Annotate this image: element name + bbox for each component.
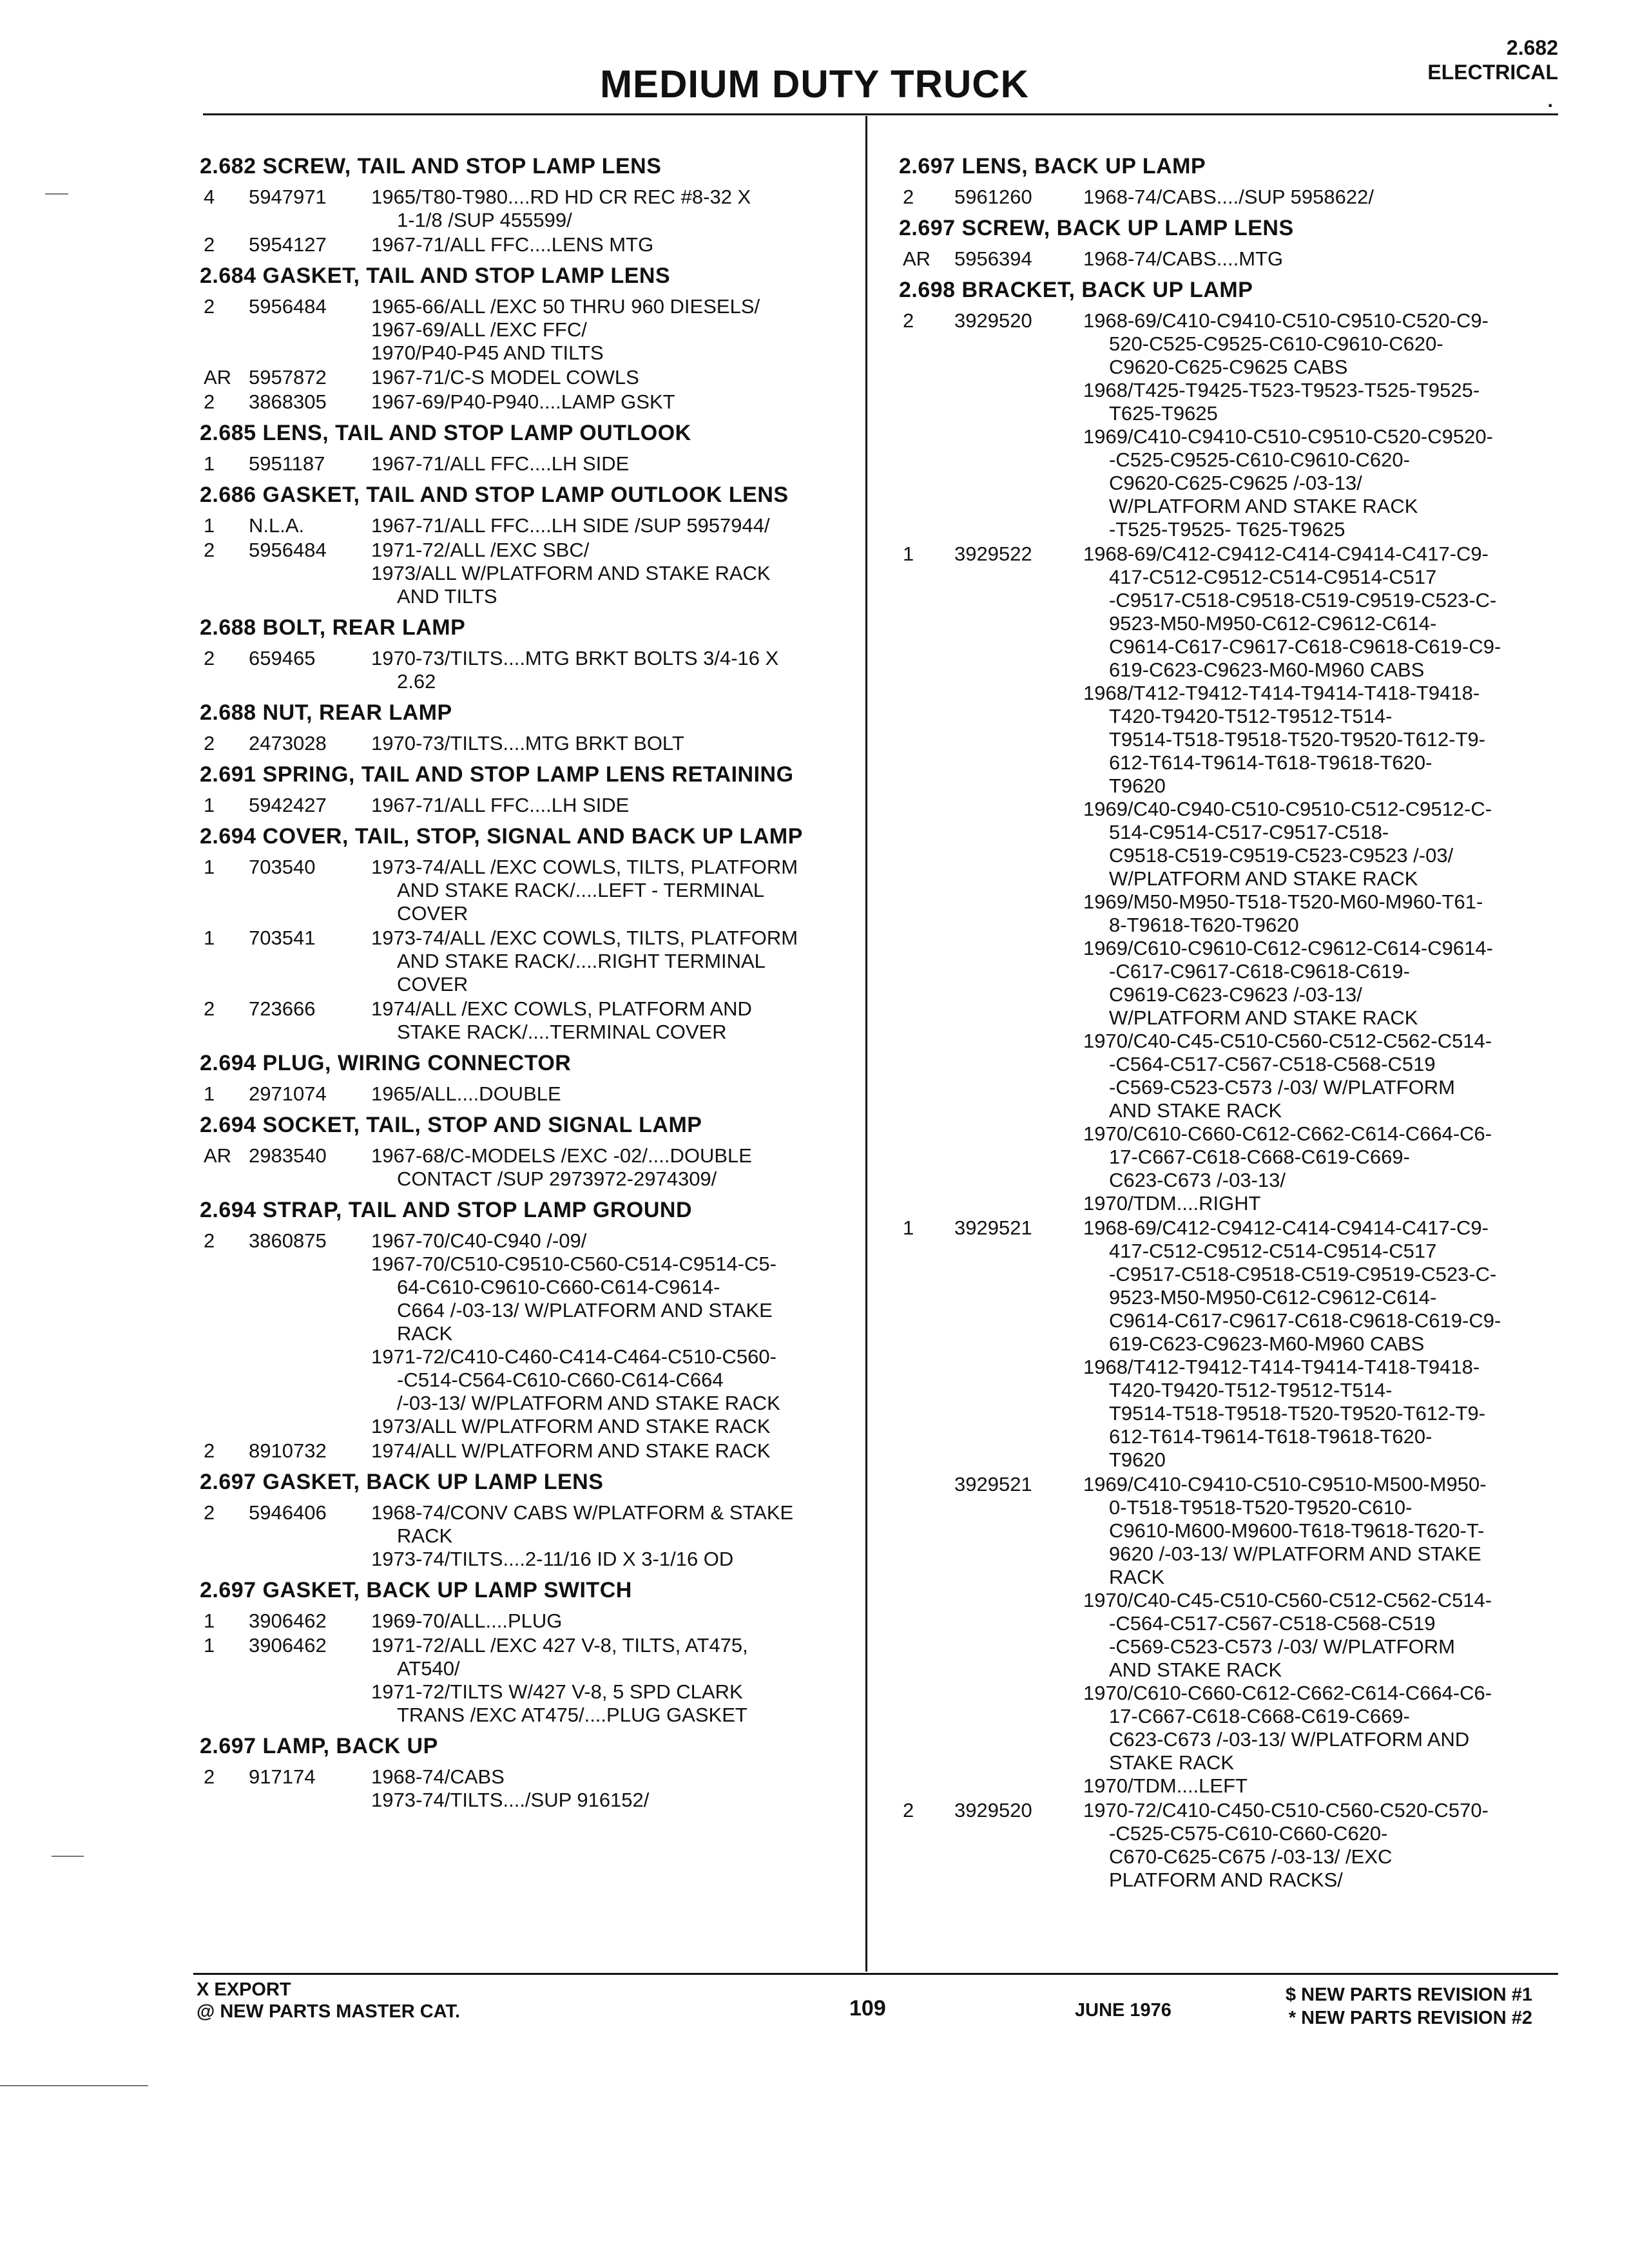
application-description xyxy=(371,1501,854,1571)
description-line: RACK xyxy=(397,1322,453,1345)
catalog-section xyxy=(899,153,1569,209)
quantity: 2 xyxy=(204,1501,215,1524)
description-line: T9620 xyxy=(1109,1448,1166,1471)
header-divider xyxy=(203,113,1558,115)
description-line: -T525-T9525- T625-T9625 xyxy=(1109,518,1345,541)
description-line: 1970-73/TILTS....MTG BRKT BOLTS 3/4-16 X xyxy=(371,647,779,669)
scan-artifact xyxy=(52,1856,84,1857)
part-row xyxy=(200,366,854,389)
part-number: 703540 xyxy=(249,856,316,878)
part-row xyxy=(899,247,1569,271)
description-line: -C9517-C518-C9518-C519-C9519-C523-C- xyxy=(1109,1263,1497,1285)
description-line: W/PLATFORM AND STAKE RACK xyxy=(1109,495,1418,517)
description-line: STAKE RACK xyxy=(1109,1751,1235,1774)
part-number: 5956484 xyxy=(249,539,327,561)
legend-export: X EXPORT xyxy=(197,1979,291,2000)
description-line: -C569-C523-C573 /-03/ W/PLATFORM xyxy=(1109,1635,1455,1658)
catalog-section xyxy=(200,762,854,817)
part-row xyxy=(200,1229,854,1438)
part-number: 3860875 xyxy=(249,1229,327,1252)
section-heading: 2.691 SPRING, TAIL AND STOP LAMP LENS RETAINING xyxy=(200,762,794,787)
quantity: 2 xyxy=(204,295,215,318)
part-row xyxy=(200,856,854,925)
description-line: 1971-72/TILTS W/427 V-8, 5 SPD CLARK xyxy=(371,1680,743,1703)
quantity: 2 xyxy=(204,1765,215,1788)
section-heading: 2.694 SOCKET, TAIL, STOP AND SIGNAL LAMP xyxy=(200,1113,702,1137)
description-line: T9514-T518-T9518-T520-T9520-T612-T9- xyxy=(1109,1402,1486,1425)
part-number: 5947971 xyxy=(249,186,327,208)
catalog-section xyxy=(200,615,854,693)
part-row xyxy=(200,1439,854,1463)
quantity: 1 xyxy=(204,794,215,816)
description-line: 1971-72/C410-C460-C414-C464-C510-C560- xyxy=(371,1345,776,1368)
part-number: N.L.A. xyxy=(249,514,305,537)
description-line: AND STAKE RACK/....RIGHT TERMINAL xyxy=(397,950,766,972)
application-description xyxy=(371,366,854,389)
description-line: 1967-71/ALL FFC....LENS MTG xyxy=(371,233,654,256)
part-row xyxy=(899,1799,1569,1892)
description-line: -C525-C575-C610-C660-C620- xyxy=(1109,1822,1388,1845)
page-number: 109 xyxy=(849,1996,886,2021)
section-heading: 2.694 PLUG, WIRING CONNECTOR xyxy=(200,1051,572,1075)
application-description xyxy=(371,1634,854,1727)
part-number: 3929521 xyxy=(954,1473,1032,1495)
description-line: 1967-69/P40-P940....LAMP GSKT xyxy=(371,390,675,413)
part-number: 5956484 xyxy=(249,295,327,318)
description-line: PLATFORM AND RACKS/ xyxy=(1109,1869,1343,1891)
part-number: 5957872 xyxy=(249,366,327,389)
quantity: 4 xyxy=(204,186,215,208)
catalog-section xyxy=(200,1577,854,1727)
quantity: 1 xyxy=(204,514,215,537)
description-line: T420-T9420-T512-T9512-T514- xyxy=(1109,705,1393,727)
application-description xyxy=(1083,186,1569,209)
part-number: 3929520 xyxy=(954,309,1032,332)
description-line: 1973/ALL W/PLATFORM AND STAKE RACK xyxy=(371,562,771,584)
description-line: 1967-70/C510-C9510-C560-C514-C9514-C5- xyxy=(371,1253,776,1275)
description-line: 1967-71/ALL FFC....LH SIDE /SUP 5957944/ xyxy=(371,514,770,537)
description-line: AT540/ xyxy=(397,1657,460,1680)
description-line: COVER xyxy=(397,902,468,925)
part-number: 3929521 xyxy=(954,1216,1032,1239)
application-description xyxy=(371,997,854,1044)
section-heading: 2.694 STRAP, TAIL AND STOP LAMP GROUND xyxy=(200,1198,693,1222)
description-line: 1969/M50-M950-T518-T520-M60-M960-T61- xyxy=(1083,890,1483,913)
description-line: 1970/TDM....LEFT xyxy=(1083,1774,1248,1797)
part-row xyxy=(200,794,854,817)
quantity: 1 xyxy=(204,856,215,878)
description-line: -C569-C523-C573 /-03/ W/PLATFORM xyxy=(1109,1076,1455,1099)
section-heading: 2.697 SCREW, BACK UP LAMP LENS xyxy=(899,216,1294,240)
section-heading: 2.694 COVER, TAIL, STOP, SIGNAL AND BACK UP LAMP xyxy=(200,824,803,849)
description-line: T625-T9625 xyxy=(1109,402,1218,425)
part-number: 5951187 xyxy=(249,452,325,475)
description-line: C9619-C623-C9623 /-03-13/ xyxy=(1109,983,1362,1006)
description-line: C623-C673 /-03-13/ xyxy=(1109,1169,1286,1191)
description-line: 9523-M50-M950-C612-C9612-C614- xyxy=(1109,1286,1437,1309)
part-number: 917174 xyxy=(249,1765,316,1788)
description-line: C623-C673 /-03-13/ W/PLATFORM AND xyxy=(1109,1728,1470,1751)
description-line: 1974/ALL /EXC COWLS, PLATFORM AND xyxy=(371,997,752,1020)
part-row xyxy=(899,309,1569,541)
part-row xyxy=(899,1473,1569,1798)
application-description xyxy=(1083,309,1569,541)
description-line: 1973-74/ALL /EXC COWLS, TILTS, PLATFORM xyxy=(371,927,798,949)
application-description xyxy=(371,452,854,476)
section-heading: 2.685 LENS, TAIL AND STOP LAMP OUTLOOK xyxy=(200,421,691,445)
description-line: -C9517-C518-C9518-C519-C9519-C523-C- xyxy=(1109,589,1497,611)
section-heading: 2.698 BRACKET, BACK UP LAMP xyxy=(899,278,1253,302)
description-line: -C564-C517-C567-C518-C568-C519 xyxy=(1109,1053,1436,1075)
application-description xyxy=(371,514,854,537)
catalog-section xyxy=(200,263,854,414)
description-line: W/PLATFORM AND STAKE RACK xyxy=(1109,1006,1418,1029)
part-row xyxy=(200,997,854,1044)
description-line: -C617-C9617-C618-C9618-C619- xyxy=(1109,960,1410,983)
part-number: 5956394 xyxy=(954,247,1032,270)
description-line: C664 /-03-13/ W/PLATFORM AND STAKE xyxy=(397,1299,773,1321)
quantity: AR xyxy=(903,247,931,270)
part-number: 3929522 xyxy=(954,543,1032,565)
description-line: 0-T518-T9518-T520-T9520-C610- xyxy=(1109,1496,1412,1519)
description-line: 1968-69/C410-C9410-C510-C9510-C520-C9- xyxy=(1083,309,1489,332)
quantity: 1 xyxy=(903,1216,914,1239)
description-line: 1973-74/ALL /EXC COWLS, TILTS, PLATFORM xyxy=(371,856,798,878)
part-number: 3929520 xyxy=(954,1799,1032,1821)
description-line: C9614-C617-C9617-C618-C9618-C619-C9- xyxy=(1109,1309,1501,1332)
catalog-section xyxy=(200,1469,854,1571)
description-line: 1-1/8 /SUP 455599/ xyxy=(397,209,572,231)
part-row xyxy=(899,543,1569,1215)
description-line: C9620-C625-C9625 /-03-13/ xyxy=(1109,472,1362,494)
part-row xyxy=(200,1144,854,1191)
section-heading: 2.684 GASKET, TAIL AND STOP LAMP LENS xyxy=(200,264,671,288)
part-row xyxy=(899,186,1569,209)
section-name: ELECTRICAL xyxy=(1427,61,1558,84)
catalog-section xyxy=(200,482,854,608)
publication-date: JUNE 1976 xyxy=(1075,2000,1171,2021)
catalog-section xyxy=(200,1733,854,1812)
description-line: 1970/C40-C45-C510-C560-C512-C562-C514- xyxy=(1083,1589,1492,1611)
quantity: 2 xyxy=(204,233,215,256)
application-description xyxy=(371,539,854,608)
description-line: 1967-70/C40-C940 /-09/ xyxy=(371,1229,587,1252)
description-line: 1969/C40-C940-C510-C9510-C512-C9512-C- xyxy=(1083,798,1492,820)
description-line: 619-C623-C9623-M60-M960 CABS xyxy=(1109,658,1425,681)
part-number: 8910732 xyxy=(249,1439,327,1462)
left-column xyxy=(200,153,854,1818)
description-line: 1968-69/C412-C9412-C414-C9414-C417-C9- xyxy=(1083,1216,1489,1239)
legend-master-cat: @ NEW PARTS MASTER CAT. xyxy=(197,2001,461,2022)
part-row xyxy=(200,1634,854,1727)
quantity: 2 xyxy=(204,539,215,561)
quantity: 2 xyxy=(903,1799,914,1821)
description-line: 1968/T412-T9412-T414-T9414-T418-T9418- xyxy=(1083,682,1480,704)
part-row xyxy=(200,233,854,256)
section-heading: 2.697 LAMP, BACK UP xyxy=(200,1734,438,1758)
description-line: 1973-74/TILTS....2-11/16 ID X 3-1/16 OD xyxy=(371,1548,734,1570)
description-line: 417-C512-C9512-C514-C9514-C517 xyxy=(1109,566,1437,588)
quantity: 1 xyxy=(903,543,914,565)
section-heading: 2.697 GASKET, BACK UP LAMP SWITCH xyxy=(200,1578,632,1602)
part-number: 3868305 xyxy=(249,390,327,413)
description-line: 1970-73/TILTS....MTG BRKT BOLT xyxy=(371,732,684,754)
description-line: 1968-74/CONV CABS W/PLATFORM & STAKE xyxy=(371,1501,794,1524)
description-line: 1967-68/C-MODELS /EXC -02/....DOUBLE xyxy=(371,1144,752,1167)
application-description xyxy=(371,1765,854,1812)
part-row xyxy=(200,1082,854,1106)
page-title: MEDIUM DUTY TRUCK xyxy=(600,62,1029,106)
description-line: T420-T9420-T512-T9512-T514- xyxy=(1109,1379,1393,1401)
part-row xyxy=(200,390,854,414)
quantity: AR xyxy=(204,1144,232,1167)
part-number: 3906462 xyxy=(249,1634,327,1657)
description-line: 9620 /-03-13/ W/PLATFORM AND STAKE xyxy=(1109,1542,1481,1565)
part-number: 5954127 xyxy=(249,233,327,256)
quantity: 1 xyxy=(204,1082,215,1105)
description-line: 1968-74/CABS....MTG xyxy=(1083,247,1284,270)
application-description xyxy=(371,186,854,232)
part-row xyxy=(200,514,854,537)
section-heading: 2.697 GASKET, BACK UP LAMP LENS xyxy=(200,1470,604,1494)
part-row xyxy=(200,927,854,996)
description-line: 612-T614-T9614-T618-T9618-T620- xyxy=(1109,751,1432,774)
description-line: AND STAKE RACK/....LEFT - TERMINAL xyxy=(397,879,765,901)
part-row xyxy=(200,539,854,608)
part-number: 2971074 xyxy=(249,1082,327,1105)
description-line: 1967-71/C-S MODEL COWLS xyxy=(371,366,639,389)
description-line: 1968/T412-T9412-T414-T9414-T418-T9418- xyxy=(1083,1356,1480,1378)
description-line: CONTACT /SUP 2973972-2974309/ xyxy=(397,1168,717,1190)
description-line: C9610-M600-M9600-T618-T9618-T620-T- xyxy=(1109,1519,1485,1542)
quantity: 1 xyxy=(204,1610,215,1632)
application-description xyxy=(371,1144,854,1191)
description-line: 1967-69/ALL /EXC FFC/ xyxy=(371,318,587,341)
scan-artifact xyxy=(45,193,68,195)
quantity: 2 xyxy=(204,732,215,754)
description-line: AND TILTS xyxy=(397,585,497,608)
part-number: 5961260 xyxy=(954,186,1032,208)
section-heading: 2.688 BOLT, REAR LAMP xyxy=(200,615,466,640)
description-line: 1969-70/ALL....PLUG xyxy=(371,1610,563,1632)
section-heading: 2.697 LENS, BACK UP LAMP xyxy=(899,154,1206,178)
application-description xyxy=(1083,543,1569,1215)
catalog-section xyxy=(899,215,1569,271)
part-number: 659465 xyxy=(249,647,316,669)
description-line: 1971-72/ALL /EXC 427 V-8, TILTS, AT475, xyxy=(371,1634,748,1657)
description-line: -C564-C517-C567-C518-C568-C519 xyxy=(1109,1612,1436,1635)
quantity: 2 xyxy=(204,647,215,669)
description-line: AND STAKE RACK xyxy=(1109,1099,1282,1122)
description-line: W/PLATFORM AND STAKE RACK xyxy=(1109,867,1418,890)
description-line: 9523-M50-M950-C612-C9612-C614- xyxy=(1109,612,1437,635)
description-line: AND STAKE RACK xyxy=(1109,1658,1282,1681)
application-description xyxy=(1083,1799,1569,1892)
description-line: 1969/C610-C9610-C612-C9612-C614-C9614- xyxy=(1083,937,1493,959)
application-description xyxy=(371,1439,854,1463)
description-line: RACK xyxy=(1109,1566,1165,1588)
description-line: 1968/T425-T9425-T523-T9523-T525-T9525- xyxy=(1083,379,1480,401)
application-description xyxy=(371,1610,854,1633)
application-description xyxy=(371,390,854,414)
description-line: 1969/C410-C9410-C510-C9510-M500-M950- xyxy=(1083,1473,1487,1495)
quantity: 1 xyxy=(204,1634,215,1657)
description-line: 1965/ALL....DOUBLE xyxy=(371,1082,561,1105)
part-row xyxy=(200,295,854,365)
description-line: 520-C525-C9525-C610-C9610-C620- xyxy=(1109,332,1443,355)
description-line: 1970/C610-C660-C612-C662-C614-C664-C6- xyxy=(1083,1122,1492,1145)
catalog-section xyxy=(200,420,854,476)
description-line: STAKE RACK/....TERMINAL COVER xyxy=(397,1021,727,1043)
description-line: T9514-T518-T9518-T520-T9520-T612-T9- xyxy=(1109,728,1486,751)
description-line: 417-C512-C9512-C514-C9514-C517 xyxy=(1109,1240,1437,1262)
description-line: 1973/ALL W/PLATFORM AND STAKE RACK xyxy=(371,1415,771,1437)
description-line: 1970/P40-P45 AND TILTS xyxy=(371,341,604,364)
part-number: 703541 xyxy=(249,927,316,949)
description-line: 1968-69/C412-C9412-C414-C9414-C417-C9- xyxy=(1083,543,1489,565)
header-mark: . xyxy=(1547,90,1553,111)
section-number: 2.682 xyxy=(1506,36,1558,59)
quantity: 2 xyxy=(903,309,914,332)
description-line: 619-C623-C9623-M60-M960 CABS xyxy=(1109,1332,1425,1355)
part-number: 2983540 xyxy=(249,1144,327,1167)
description-line: 612-T614-T9614-T618-T9618-T620- xyxy=(1109,1425,1432,1448)
part-row xyxy=(200,1501,854,1571)
part-number: 5946406 xyxy=(249,1501,327,1524)
description-line: 1970/C40-C45-C510-C560-C512-C562-C514- xyxy=(1083,1030,1492,1052)
description-line: 1970/TDM....RIGHT xyxy=(1083,1192,1261,1215)
right-column xyxy=(899,153,1569,1898)
part-row xyxy=(200,647,854,693)
catalog-section xyxy=(200,823,854,1044)
application-description xyxy=(371,647,854,693)
description-line: 1968-74/CABS xyxy=(371,1765,505,1788)
quantity: 1 xyxy=(204,452,215,475)
description-line: TRANS /EXC AT475/....PLUG GASKET xyxy=(397,1704,747,1726)
description-line: 1965-66/ALL /EXC 50 THRU 960 DIESELS/ xyxy=(371,295,760,318)
description-line: C670-C625-C675 /-03-13/ /EXC xyxy=(1109,1845,1393,1868)
description-line: 1968-74/CABS..../SUP 5958622/ xyxy=(1083,186,1374,208)
quantity: 2 xyxy=(204,1229,215,1252)
description-line: 8-T9618-T620-T9620 xyxy=(1109,914,1299,936)
catalog-section xyxy=(899,277,1569,1892)
part-row xyxy=(899,1216,1569,1472)
quantity: 2 xyxy=(903,186,914,208)
part-row xyxy=(200,732,854,755)
description-line: COVER xyxy=(397,973,468,995)
application-description xyxy=(371,1082,854,1106)
footer-divider xyxy=(193,1973,1558,1975)
description-line: 17-C667-C618-C668-C619-C669- xyxy=(1109,1705,1410,1727)
application-description xyxy=(371,732,854,755)
quantity: 2 xyxy=(204,1439,215,1462)
application-description xyxy=(1083,1216,1569,1472)
application-description xyxy=(371,927,854,996)
section-heading: 2.682 SCREW, TAIL AND STOP LAMP LENS xyxy=(200,154,662,178)
description-line: 64-C610-C9610-C660-C614-C9614- xyxy=(397,1276,720,1298)
description-line: C9620-C625-C9625 CABS xyxy=(1109,356,1348,378)
description-line: -C525-C9525-C610-C9610-C620- xyxy=(1109,448,1410,471)
application-description xyxy=(371,1229,854,1438)
part-number: 723666 xyxy=(249,997,316,1020)
part-row xyxy=(200,452,854,476)
description-line: 1971-72/ALL /EXC SBC/ xyxy=(371,539,590,561)
catalog-section xyxy=(200,153,854,256)
quantity: 2 xyxy=(204,390,215,413)
description-line: 1965/T80-T980....RD HD CR REC #8-32 X xyxy=(371,186,751,208)
legend-revision-1: $ NEW PARTS REVISION #1 xyxy=(1286,1984,1532,2005)
description-line: /-03-13/ W/PLATFORM AND STAKE RACK xyxy=(397,1392,780,1414)
description-line: 1967-71/ALL FFC....LH SIDE xyxy=(371,452,630,475)
part-number: 5942427 xyxy=(249,794,327,816)
part-row xyxy=(200,1610,854,1633)
application-description xyxy=(371,295,854,365)
description-line: 17-C667-C618-C668-C619-C669- xyxy=(1109,1146,1410,1168)
part-number: 3906462 xyxy=(249,1610,327,1632)
section-heading: 2.686 GASKET, TAIL AND STOP LAMP OUTLOOK LENS xyxy=(200,483,789,507)
quantity: AR xyxy=(204,366,232,389)
description-line: 1973-74/TILTS..../SUP 916152/ xyxy=(371,1789,650,1811)
description-line: T9620 xyxy=(1109,774,1166,797)
description-line: 514-C9514-C517-C9517-C518- xyxy=(1109,821,1389,843)
description-line: C9518-C519-C9519-C523-C9523 /-03/ xyxy=(1109,844,1454,867)
application-description xyxy=(371,233,854,256)
catalog-section xyxy=(200,1112,854,1191)
description-line: 2.62 xyxy=(397,670,436,693)
description-line: 1970/C610-C660-C612-C662-C614-C664-C6- xyxy=(1083,1682,1492,1704)
scan-artifact xyxy=(0,2085,148,2086)
part-number: 2473028 xyxy=(249,732,327,754)
description-line: 1967-71/ALL FFC....LH SIDE xyxy=(371,794,630,816)
quantity: 2 xyxy=(204,997,215,1020)
part-row xyxy=(200,186,854,232)
section-heading: 2.688 NUT, REAR LAMP xyxy=(200,700,452,725)
description-line: 1969/C410-C9410-C510-C9510-C520-C9520- xyxy=(1083,425,1493,448)
application-description xyxy=(1083,1473,1569,1798)
application-description xyxy=(1083,247,1569,271)
description-line: C9614-C617-C9617-C618-C9618-C619-C9- xyxy=(1109,635,1501,658)
description-line: 1970-72/C410-C450-C510-C560-C520-C570- xyxy=(1083,1799,1489,1821)
catalog-section xyxy=(200,1197,854,1463)
description-line: -C514-C564-C610-C660-C614-C664 xyxy=(397,1369,724,1391)
catalog-section xyxy=(200,1050,854,1106)
description-line: 1974/ALL W/PLATFORM AND STAKE RACK xyxy=(371,1439,771,1462)
catalog-section xyxy=(200,700,854,755)
column-divider xyxy=(865,116,867,1972)
application-description xyxy=(371,794,854,817)
legend-revision-2: * NEW PARTS REVISION #2 xyxy=(1288,2008,1532,2028)
part-row xyxy=(200,1765,854,1812)
application-description xyxy=(371,856,854,925)
description-line: RACK xyxy=(397,1524,453,1547)
quantity: 1 xyxy=(204,927,215,949)
